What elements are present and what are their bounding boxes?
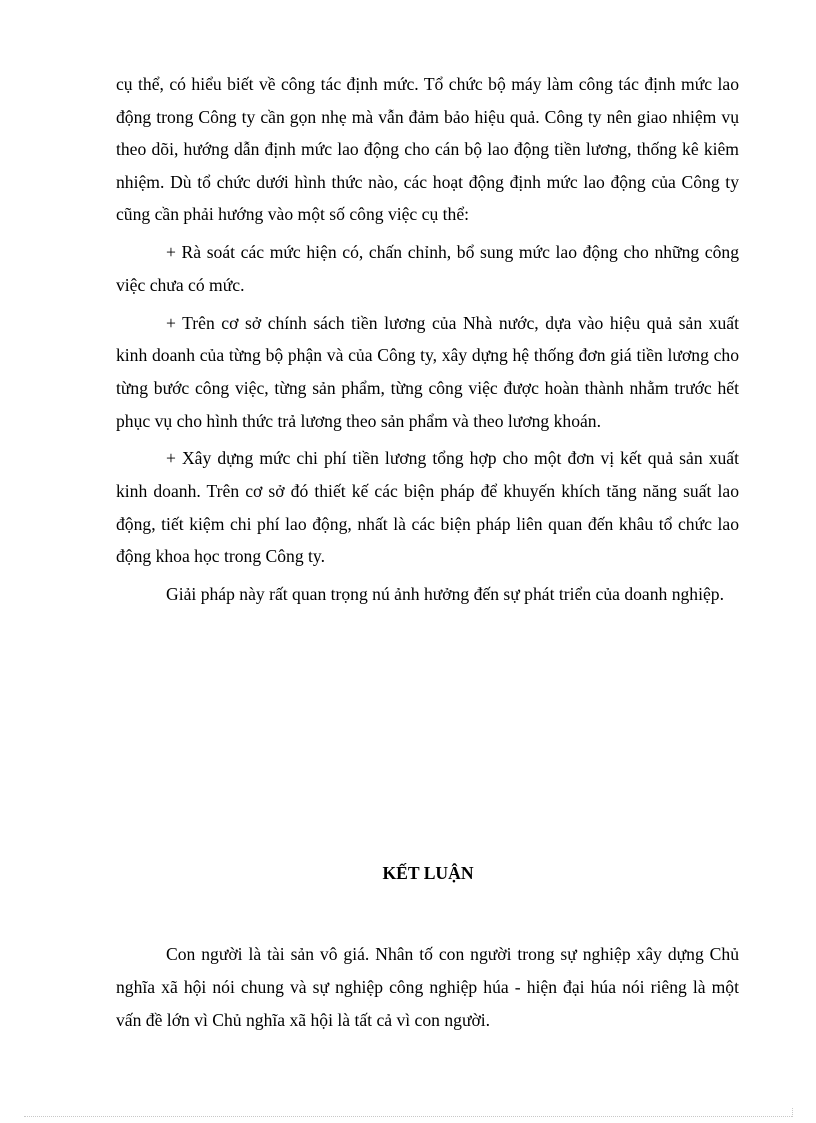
page-bottom-rule — [24, 1116, 792, 1117]
paragraph-bullet-wage-rates: + Trên cơ sở chính sách tiền lương của Nhà nước, dựa vào hiệu quả sản xuất kinh doanh của từng bộ phận và của Công ty, xây dựng hệ thống đơn giá tiền lương cho từng bước công việc, từng sản phẩm, từng công việc được hoàn thành nhằm trước hết phục vụ cho hình thức trả lương theo sản phẩm và theo lương khoán. — [116, 312, 739, 431]
conclusion-paragraph: Con người là tài sản vô giá. Nhân tố con người trong sự nghiệp xây dựng Chủ nghĩa xã hội nói chung và sự nghiệp công nghiệp húa - hiện đại húa nói riêng là một vấn đề lớn vì Chủ nghĩa xã hội là tất cả vì con người. — [116, 944, 757, 1030]
paragraph-bullet-cost-norms: + Xây dựng mức chi phí tiền lương tổng hợp cho một đơn vị kết quả sản xuất kinh doanh. Trên cơ sở đó thiết kế các biện pháp để khuyến khích tăng năng suất lao động, tiết kiệm chi phí lao động, nhất là các biện pháp liên quan đến khâu tổ chức lao động khoa học trong Công ty. — [116, 448, 739, 567]
paragraph-bullet-review: + Rà soát các mức hiện có, chấn chỉnh, bổ sung mức lao động cho những công việc chưa có mức. — [116, 242, 739, 295]
page-corner-mark — [792, 1108, 793, 1117]
paragraph-continuation: cụ thể, có hiểu biết về công tác định mức. Tổ chức bộ máy làm công tác định mức lao động trong Công ty cần gọn nhẹ mà vẫn đảm bảo hiệu quả. Công ty nên giao nhiệm vụ theo dõi, hướng dẫn định mức lao động cho cán bộ lao động tiền lương, thống kê kiêm nhiệm. Dù tổ chức dưới hình thức nào, các hoạt động định mức lao động của Công ty cũng cần phải hướng vào một số công việc cụ thể: — [116, 74, 739, 225]
paragraph-solution-importance: Giải pháp này rất quan trọng nú ảnh hưởng đến sự phát triển của doanh nghiệp. — [166, 584, 725, 605]
body-text — [116, 68, 739, 616]
conclusion-heading: KẾT LUẬN — [382, 863, 474, 883]
